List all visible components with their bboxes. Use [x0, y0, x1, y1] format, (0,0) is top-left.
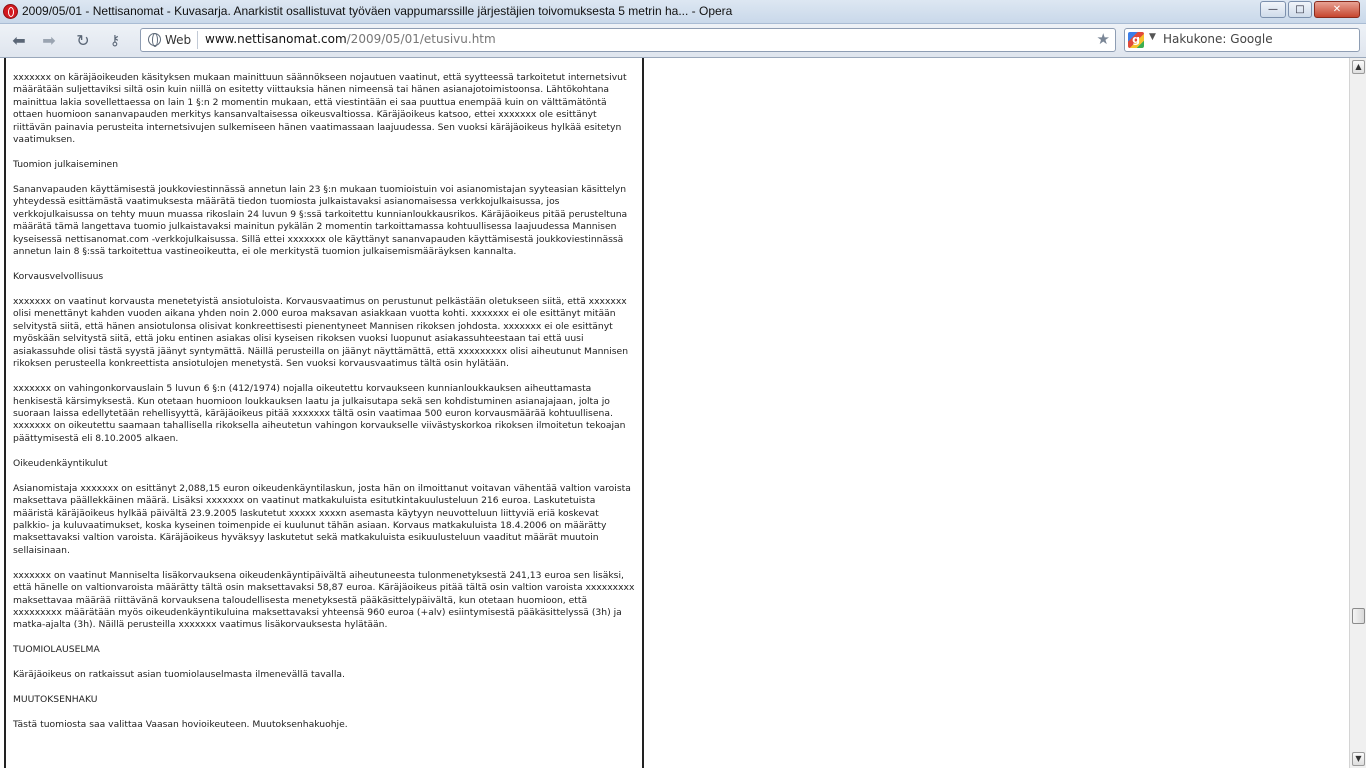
url-path: /2009/05/01/etusivu.htm	[346, 32, 496, 46]
verdict-document	[6, 58, 642, 732]
window-title: 2009/05/01 - Nettisanomat - Kuvasarja. Anarkistit osallistuvat työväen vappumarssille järjestäjien toivomuksesta 5 metrin ha... - Opera	[22, 4, 733, 18]
paragraph: xxxxxxx on vahingonkorvauslain 5 luvun 6 §:n (412/1974) nojalla oikeutettu korvaukseen kunnianloukkauksen aiheuttamasta henkisestä kärsimyksestä. Kun otetaan huomioon loukkauksen laatu ja julkaisutapa sekä sen kohdistuminen asianajajaan, jolta jo suoraan laissa edellytetään rehellisyyttä, käräjäoikeus pitää xxxxxxx tältä osin vaatimaa 500 euron korvausmäärää kohtuullisena. xxxxxxx on oikeutettu saamaan tahallisella rikoksella aiheutetun vahingon korvaukselle viivästyskorkoa rikoksen ilmoitetun tekoajan päättymisestä eli 8.10.2005 alkaen.	[13, 383, 626, 444]
paragraph: Käräjäoikeus on ratkaissut asian tuomiolauselmasta ilmenevällä tavalla.	[13, 669, 345, 681]
opera-logo-icon[interactable]	[3, 4, 18, 19]
url-text[interactable]	[205, 32, 496, 46]
back-arrow-icon[interactable]: ⬅	[12, 31, 26, 50]
reload-icon[interactable]: ↻	[76, 31, 90, 50]
section-heading: MUUTOKSENHAKU	[13, 694, 98, 706]
close-button[interactable]: ✕	[1314, 1, 1360, 18]
window-titlebar	[0, 0, 1366, 24]
bookmark-star-icon[interactable]: ★	[1096, 30, 1110, 48]
site-info-badge[interactable]	[145, 31, 198, 49]
forward-arrow-icon[interactable]: ➡	[42, 31, 56, 50]
paragraph: Asianomistaja xxxxxxx on esittänyt 2,088,15 euron oikeudenkäyntilaskun, josta hän on ilmoittanut voitavan vähentää valtion varoista maksettava päällekkäinen määrä. Lisäksi xxxxxxx on vaatinut matkakuluista esitutkintakuulusteluun 216 euroa. Laskutetuista määristä käräjäoikeus hylkää päivältä 23.9.2005 laskutetut xxxxx xxxxn asemasta käytyyn neuvotteluun liittyviä eriä koskevat palkkio- ja kuluvaatimukset, koska kyseinen toimenpide ei kuulunut tähän asiaan. Korvaus matkakuluista 18.4.2006 on määrätty maksettavaksi valtion varoista. Käräjäoikeus hyväksyy laskutetut sekä matkakuluista esikuulusteluun vaaditut määrät muutoin sellaisinaan.	[13, 482, 631, 556]
document-frame	[4, 58, 644, 768]
paragraph: xxxxxxx on vaatinut korvausta menetetyistä ansiotuloista. Korvausvaatimus on perustunut pelkästään oletukseen siitä, että xxxxxxx olisi menettänyt kahden vuoden aikana yhden noin 2.000 euroa maksavan asiakkaan vuotta kohti. xxxxxxx ei ole esittänyt mitään selvitystä siitä, että hänen ansiotulonsa olisivat konkreettisesti pienentyneet Mannisen rikoksen johdosta. xxxxxxx ei ole esittänyt myöskään selvitystä siitä, että joku entinen asiakas olisi kyseisen rikoksen vuoksi luopunut asiakassuhteestaan tai että uusi asiakassuhde olisi tästä syystä jäänyt syntymättä. Näillä perusteilla on jäänyt näyttämättä, että xxxxxxxxx olisi aiheutunut Mannisen rikoksen perusteella konkreettista ansiotulojen menetystä. Sen vuoksi korvausvaatimus tältä osin hylätään.	[13, 296, 629, 370]
scroll-down-icon[interactable]: ▼	[1352, 752, 1365, 766]
section-heading: TUOMIOLAUSELMA	[13, 644, 100, 656]
scrollbar-thumb[interactable]	[1352, 608, 1365, 624]
page-viewport	[0, 58, 1366, 768]
search-field[interactable]	[1124, 28, 1360, 52]
paragraph: xxxxxxx on vaatinut Manniselta lisäkorvauksena oikeudenkäyntipäivältä aiheutuneesta tulonmenetyksestä 241,13 euroa sen lisäksi, että hänelle on valtionvaroista määrätty tältä osin maksettavaksi 58,87 euroa. Käräjäoikeus pitää tältä osin valtion varoista xxxxxxxxx maksettavaa määrää riittävänä korvauksena taloudellisesta menetyksestä pääkäsittelypäivältä, kun otetaan huomioon, että xxxxxxxxx määrätään myös oikeudenkäyntikuluina maksettavaksi yhteensä 960 euroa (+alv) esiintymisestä pääkäsittelyssä (3h) ja matka-ajalta (3h). Näillä perusteilla xxxxxxx vaatimus lisäkorvauksesta hylätään.	[13, 569, 635, 631]
paragraph: xxxxxxx on käräjäoikeuden käsityksen mukaan mainittuun säännökseen nojautuen vaatinut, että syytteessä tarkoitetut internetsivut määrätään suljettaviksi siltä osin kuin niillä on esitetty viittauksia hänen nimeensä tai hänen asianajotoimistoonsa. Lähtökohtana mainittua lakia sovellettaessa on lain 1 §:n 2 momentin mukaan, että viestintään ei saa puuttua enempää kuin on välttämätöntä ottaen huomioon sananvapauden merkitys kansanvaltaisessa oikeusvaltiossa. Käräjäoikeus katsoo, ettei xxxxxxx ole esittänyt riittävän painavia perusteita internetsivujen sulkemiseen hänen vaatimassaan laajuudessa. Sen vuoksi käräjäoikeus hylkää esitetyn vaatimuksen.	[13, 72, 627, 146]
paragraph: Sananvapauden käyttämisestä joukkoviestinnässä annetun lain 23 §:n mukaan tuomioistuin voi asianomistajan syyteasian käsittelyn yhteydessä esittämästä vaatimuksesta määrätä tiedon tuomiosta julkaistavaksi asianomaisessa verkkojulkaisussa, jos verkkojulkaisussa on tehty muun muassa rikoslain 24 luvun 9 §:ssä tarkoitettu kunnianloukkausrikos. Käräjäoikeus pitää perusteltuna määrätä tämä langettava tuomio julkaistavaksi mainitun pykälän 2 momentin tarkoittamassa kohtuullisessa laajuudessa Mannisen kyseisessä nettisanomat.com -verkkojulkaisussa. Sillä ettei xxxxxxx ole käyttänyt sananvapauden käyttämisestä joukkoviestinnässä annetun lain 8 §:ssä tarkoitettua vastineoikeutta, ei ole merkitystä tuomion julkaisemismääräyksen kannalta.	[13, 184, 628, 258]
globe-icon	[148, 33, 161, 46]
search-engine-dropdown-icon[interactable]: ▼	[1149, 32, 1156, 42]
web-label: Web	[165, 33, 192, 47]
vertical-scrollbar[interactable]	[1349, 58, 1366, 768]
scroll-up-icon[interactable]: ▲	[1352, 60, 1365, 74]
section-heading: Korvausvelvollisuus	[13, 271, 104, 283]
browser-toolbar	[0, 24, 1366, 58]
search-placeholder: Hakukone: Google	[1163, 32, 1273, 46]
google-icon[interactable]: g	[1128, 32, 1144, 48]
paragraph: Tästä tuomiosta saa valittaa Vaasan hovioikeuteen. Muutoksenhakuohje.	[13, 719, 348, 731]
address-bar[interactable]	[140, 28, 1116, 52]
minimize-button[interactable]: —	[1260, 1, 1286, 18]
wand-key-icon[interactable]: ⚷	[109, 33, 121, 49]
url-host: www.nettisanomat.com	[205, 32, 347, 46]
maximize-button[interactable]: □	[1288, 1, 1312, 18]
section-heading: Oikeudenkäyntikulut	[13, 457, 108, 469]
section-heading: Tuomion julkaiseminen	[13, 159, 119, 171]
